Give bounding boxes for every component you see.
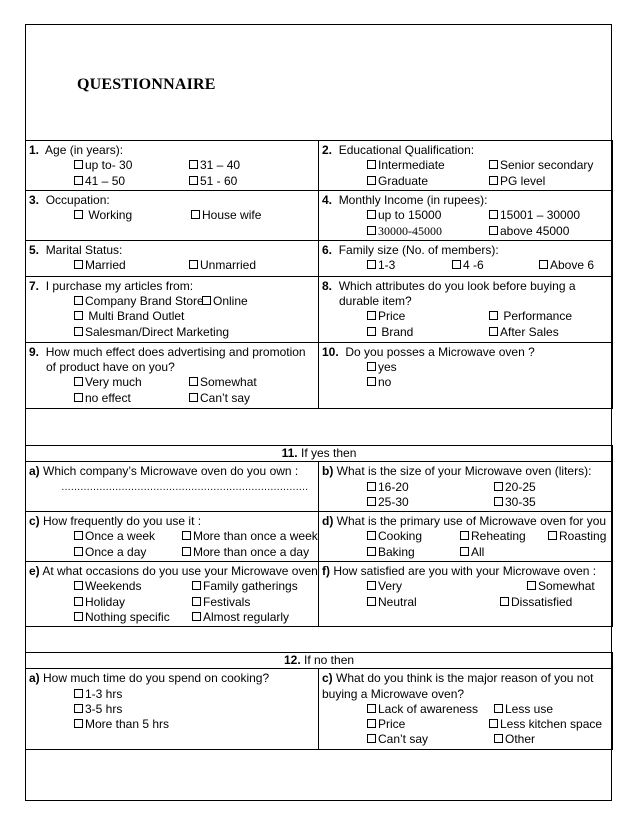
s11-f-option[interactable]: Dissatisfied — [500, 595, 572, 610]
q6-option[interactable]: Above 6 — [539, 258, 594, 273]
q7-option[interactable]: Online — [202, 294, 248, 309]
q9-label-cont: of product have on you? — [46, 360, 175, 375]
q9-option[interactable]: Very much — [74, 375, 142, 390]
q4-option[interactable]: up to 15000 — [367, 208, 441, 223]
checkbox-icon[interactable] — [74, 689, 83, 698]
checkbox-icon[interactable] — [489, 210, 498, 219]
checkbox-icon[interactable] — [74, 704, 83, 713]
q9-option[interactable]: no effect — [74, 391, 131, 406]
checkbox-icon[interactable] — [367, 482, 376, 491]
q5-cell: 5. Marital Status: Married Unmarried — [26, 240, 319, 276]
checkbox-icon[interactable] — [494, 704, 503, 713]
section-11-table — [25, 445, 613, 627]
s12-c-option[interactable]: Other — [494, 732, 535, 747]
s11-f-option[interactable]: Somewhat — [527, 579, 595, 594]
s11-e-option[interactable]: Weekends — [74, 579, 141, 594]
q2-cell: 2. Educational Qualification: Intermediate Senior secondary Graduate PG level — [319, 141, 613, 191]
checkbox-icon[interactable] — [367, 260, 376, 269]
q10-label: Do you posses a Microwave oven ? — [345, 344, 535, 359]
checkbox-icon[interactable] — [500, 597, 509, 606]
checkbox-icon[interactable] — [182, 547, 191, 556]
s11-f-label: How satisfied are you with your Microwave oven : — [333, 564, 597, 579]
q8-option[interactable]: Price — [367, 309, 405, 324]
checkbox-icon[interactable] — [367, 734, 376, 743]
checkbox-icon[interactable] — [74, 377, 83, 386]
checkbox-icon[interactable] — [367, 311, 376, 320]
s12-a-label: How much time do you spend on cooking? — [43, 671, 270, 686]
section-12-header: 12. If no then — [26, 653, 613, 669]
q2-label: Educational Qualification: — [338, 143, 475, 157]
q9-option[interactable]: Somewhat — [189, 375, 257, 390]
q4-label: Monthly Income (in rupees): — [338, 193, 488, 207]
q5-option[interactable]: Unmarried — [189, 258, 256, 273]
s11-e-option[interactable]: Family gatherings — [192, 579, 298, 594]
q3-label: Occupation: — [45, 193, 110, 207]
checkbox-icon[interactable] — [494, 734, 503, 743]
s12-c-option[interactable]: Lack of awareness — [367, 702, 478, 717]
s11-d-option[interactable]: Roasting — [548, 529, 606, 544]
checkbox-icon[interactable] — [74, 311, 83, 320]
checkbox-icon[interactable] — [74, 327, 83, 336]
q3-cell: 3. Occupation: Working House wife — [26, 191, 319, 241]
q3-option[interactable]: Working — [74, 208, 132, 223]
q7-option[interactable]: Salesman/Direct Marketing — [74, 325, 229, 340]
s11-b-option[interactable]: 20-25 — [494, 480, 536, 495]
checkbox-icon[interactable] — [189, 393, 198, 402]
checkbox-icon[interactable] — [367, 531, 376, 540]
s12-c-label-cont: buying a Microwave oven? — [322, 686, 465, 701]
s12-c-option[interactable]: Less kitchen space — [489, 717, 602, 732]
checkbox-icon[interactable] — [74, 531, 83, 540]
checkbox-icon[interactable] — [367, 597, 376, 606]
checkbox-icon[interactable] — [460, 531, 469, 540]
q4-cell: 4. Monthly Income (in rupees): up to 15000 15001 – 30000 30000-45000 above 45000 — [319, 191, 613, 241]
q8-label: Which attributes do you look before buying a — [338, 278, 576, 293]
checkbox-icon[interactable] — [182, 531, 191, 540]
checkbox-icon[interactable] — [189, 260, 198, 269]
checkbox-icon[interactable] — [367, 377, 376, 386]
checkbox-icon[interactable] — [539, 260, 548, 269]
q9-option[interactable]: Can’t say — [189, 391, 250, 406]
s11-f-option[interactable]: Very — [367, 579, 402, 594]
q5-label: Marital Status: — [45, 242, 123, 257]
q6-cell: 6. Family size (No. of members): 1-3 4 -6 Above 6 — [319, 240, 613, 276]
checkbox-icon[interactable] — [192, 597, 201, 606]
checkbox-icon[interactable] — [74, 719, 83, 728]
q8-label-cont: durable item? — [339, 294, 412, 309]
checkbox-icon[interactable] — [191, 210, 200, 219]
s11-b-option[interactable]: 16-20 — [367, 480, 409, 495]
q1-cell: 1. Age (in years): up to- 30 31 – 40 41 – 50 51 - 60 — [26, 141, 319, 191]
q2-option[interactable]: Senior secondary — [489, 158, 593, 173]
answer-line[interactable]: …………………………………………………………………… — [61, 481, 308, 493]
s11-e-cell: e) At what occasions do you use your Microwave oven Weekends Family gatherings Holiday Festivals Nothing specific Almost regularly — [26, 562, 319, 627]
s11-a-label: Which company’s Microwave oven do you own : — [43, 464, 299, 479]
checkbox-icon[interactable] — [489, 176, 498, 185]
checkbox-icon[interactable] — [74, 176, 83, 185]
checkbox-icon[interactable] — [367, 176, 376, 185]
checkbox-icon[interactable] — [74, 581, 83, 590]
questions-table — [25, 140, 613, 409]
q4-option[interactable]: 15001 – 30000 — [489, 208, 580, 223]
q7-label: I purchase my articles from: — [45, 278, 194, 293]
s12-a-option[interactable]: 1-3 hrs — [74, 687, 122, 702]
section-12-table — [25, 652, 613, 750]
q1-label: Age (in years): — [45, 143, 124, 157]
s11-e-option[interactable]: Holiday — [74, 595, 125, 610]
s12-c-cell: c) What do you think is the major reason of you not buying a Microwave oven? Lack of awareness Less use Price Less kitchen space Can’t say Other — [319, 669, 613, 749]
checkbox-icon[interactable] — [460, 547, 469, 556]
checkbox-icon[interactable] — [367, 719, 376, 728]
checkbox-icon[interactable] — [202, 296, 211, 305]
s12-c-option[interactable]: Price — [367, 717, 405, 732]
checkbox-icon[interactable] — [192, 612, 201, 621]
q2-option[interactable]: Intermediate — [367, 158, 445, 173]
q10-option[interactable]: no — [367, 375, 391, 390]
section-11-header: 11. If yes then — [26, 446, 613, 462]
checkbox-icon[interactable] — [367, 226, 376, 235]
s11-d-cell: d) What is the primary use of Microwave oven for you Cooking Reheating Roasting Baking All — [319, 512, 613, 562]
s11-e-option[interactable]: Nothing specific — [74, 610, 170, 625]
q9-label: How much effect does advertising and promotion — [45, 344, 306, 359]
checkbox-icon[interactable] — [527, 581, 536, 590]
s11-f-cell: f) How satisfied are you with your Microwave oven : Very Somewhat Neutral Dissatisfied — [319, 562, 613, 627]
checkbox-icon[interactable] — [74, 160, 83, 169]
q4-option[interactable]: above 45000 — [489, 224, 569, 239]
q5-option[interactable]: Married — [74, 258, 126, 273]
s11-c-option[interactable]: More than once a day — [182, 545, 309, 560]
q1-option[interactable]: 31 – 40 — [189, 158, 240, 173]
s11-b-option[interactable]: 25-30 — [367, 495, 409, 510]
q1-option[interactable]: 51 - 60 — [189, 174, 237, 189]
s12-c-option[interactable]: Less use — [494, 702, 553, 717]
checkbox-icon[interactable] — [367, 362, 376, 371]
checkbox-icon[interactable] — [74, 210, 83, 219]
checkbox-icon[interactable] — [489, 719, 498, 728]
q3-option[interactable]: House wife — [191, 208, 261, 223]
s11-c-option[interactable]: More than once a week — [182, 529, 318, 544]
s11-e-option[interactable]: Almost regularly — [192, 610, 289, 625]
q10-cell: 10. Do you posses a Microwave oven ? yes no — [319, 342, 613, 408]
q7-cell: 7. I purchase my articles from: Company Brand Store Online Multi Brand Outlet Salesman/Direct Marketing — [26, 276, 319, 342]
q9-cell: 9. How much effect does advertising and promotion of product have on you? Very much Somewhat no effect Can’t say — [26, 342, 319, 408]
checkbox-icon[interactable] — [489, 311, 498, 320]
checkbox-icon[interactable] — [489, 327, 498, 336]
checkbox-icon[interactable] — [367, 704, 376, 713]
checkbox-icon[interactable] — [74, 597, 83, 606]
s11-e-option[interactable]: Festivals — [192, 595, 250, 610]
q1-option[interactable]: up to- 30 — [74, 158, 132, 173]
q2-option[interactable]: PG level — [489, 174, 545, 189]
q4-option[interactable]: 30000-45000 — [367, 224, 442, 239]
q7-option[interactable]: Multi Brand Outlet — [74, 309, 184, 324]
q10-option[interactable]: yes — [367, 360, 397, 375]
s12-a-cell: a) How much time do you spend on cooking? 1-3 hrs 3-5 hrs More than 5 hrs — [26, 669, 319, 749]
s11-c-option[interactable]: Once a week — [74, 529, 155, 544]
checkbox-icon[interactable] — [74, 260, 83, 269]
q7-option[interactable]: Company Brand Store — [74, 294, 204, 309]
q8-option[interactable]: Brand — [367, 325, 413, 340]
checkbox-icon[interactable] — [367, 327, 376, 336]
q8-cell: 8. Which attributes do you look before buying a durable item? Price Performance Brand After Sales — [319, 276, 613, 342]
s11-e-label: At what occasions do you use your Microwave oven — [42, 564, 318, 579]
s11-d-option[interactable]: Reheating — [460, 529, 526, 544]
checkbox-icon[interactable] — [494, 497, 503, 506]
s11-f-option[interactable]: Neutral — [367, 595, 417, 610]
q1-option[interactable]: 41 – 50 — [74, 174, 125, 189]
s11-d-label: What is the primary use of Microwave oven for you — [336, 514, 607, 529]
q6-label: Family size (No. of members): — [338, 242, 499, 257]
checkbox-icon[interactable] — [189, 160, 198, 169]
q8-option[interactable]: After Sales — [489, 325, 559, 340]
page-title: QUESTIONNAIRE — [77, 76, 216, 93]
checkbox-icon[interactable] — [192, 581, 201, 590]
checkbox-icon[interactable] — [189, 377, 198, 386]
s11-d-option[interactable]: Cooking — [367, 529, 422, 544]
checkbox-icon[interactable] — [548, 531, 557, 540]
checkbox-icon[interactable] — [367, 547, 376, 556]
checkbox-icon[interactable] — [367, 210, 376, 219]
s12-c-option[interactable]: Can’t say — [367, 732, 428, 747]
checkbox-icon[interactable] — [189, 176, 198, 185]
s11-b-label: What is the size of your Microwave oven (liters): — [336, 464, 592, 479]
s11-d-option[interactable]: Baking — [367, 545, 415, 560]
checkbox-icon[interactable] — [367, 581, 376, 590]
s11-a-cell: a) Which company’s Microwave oven do you own : …………………………………………………………………… — [26, 462, 319, 512]
s11-c-cell: c) How frequently do you use it : Once a week More than once a week Once a day More than once a day — [26, 512, 319, 562]
s11-c-label: How frequently do you use it : — [43, 514, 202, 529]
s12-c-label: What do you think is the major reason of you not — [336, 671, 594, 686]
s11-c-option[interactable]: Once a day — [74, 545, 146, 560]
checkbox-icon[interactable] — [489, 160, 498, 169]
checkbox-icon[interactable] — [367, 497, 376, 506]
checkbox-icon[interactable] — [74, 547, 83, 556]
q6-option[interactable]: 1-3 — [367, 258, 395, 273]
s11-b-option[interactable]: 30-35 — [494, 495, 536, 510]
checkbox-icon[interactable] — [74, 612, 83, 621]
s12-a-option[interactable]: 3-5 hrs — [74, 702, 122, 717]
checkbox-icon[interactable] — [494, 482, 503, 491]
q6-option[interactable]: 4 -6 — [452, 258, 484, 273]
checkbox-icon[interactable] — [452, 260, 461, 269]
s11-b-cell: b) What is the size of your Microwave oven (liters): 16-20 20-25 25-30 30-35 — [319, 462, 613, 512]
checkbox-icon[interactable] — [367, 160, 376, 169]
q2-option[interactable]: Graduate — [367, 174, 428, 189]
checkbox-icon[interactable] — [74, 296, 83, 305]
checkbox-icon[interactable] — [489, 226, 498, 235]
s12-a-option[interactable]: More than 5 hrs — [74, 717, 169, 732]
s11-d-option[interactable]: All — [460, 545, 484, 560]
q8-option[interactable]: Performance — [489, 309, 572, 324]
checkbox-icon[interactable] — [74, 393, 83, 402]
